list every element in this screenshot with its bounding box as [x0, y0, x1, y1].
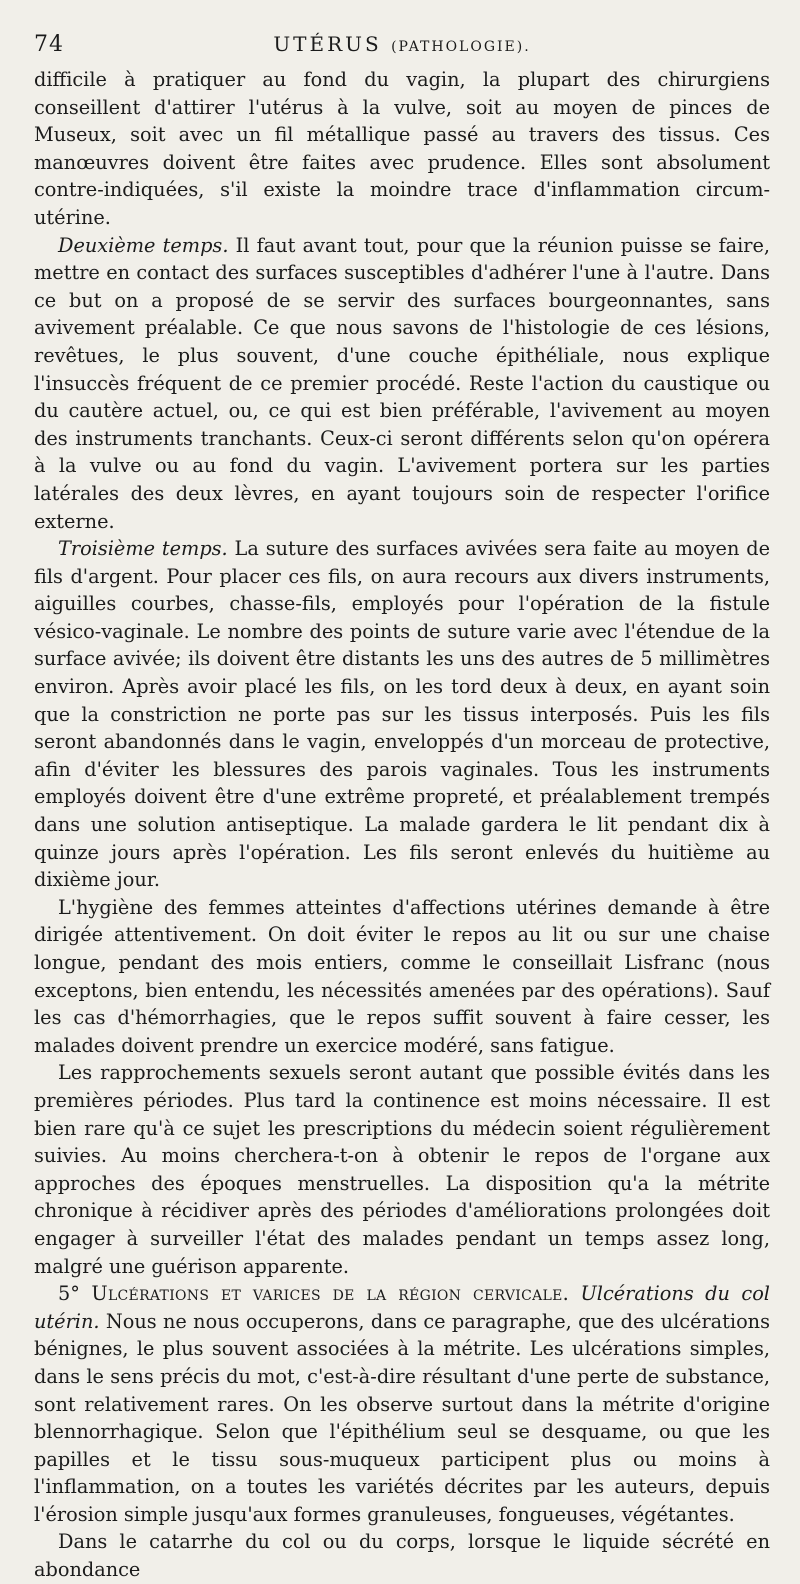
section-subheading: Ulcérations du col utérin. — [34, 1282, 770, 1333]
paragraph-text: L'hygiène des femmes atteintes d'affections utérines demande à être dirigée attentivement. On doit éviter le repos au lit ou sur une chaise longue, pendant des mois entiers, comme le conseillait Lisfranc (nous exceptons, bien entendu, les nécessités amenées par des opérations). Sauf les cas d'hémorrhagies, que le repos suffit souvent à faire cesser, les malades doivent prendre un exercice modéré, sans fatigue. — [34, 895, 770, 1057]
paragraph-hygiene — [34, 894, 770, 1060]
section-heading: Ulcérations et varices de la région cervicale. — [91, 1282, 570, 1306]
section-number: 5° — [58, 1282, 80, 1306]
paragraph-continuation — [34, 66, 770, 232]
paragraph-deuxieme-temps — [34, 232, 770, 536]
running-title-main: UTÉRUS — [273, 32, 382, 56]
paragraph-text: Il faut avant tout, pour que la réunion puisse se faire, mettre en contact des surfaces susceptibles d'adhérer l'une à l'autre. Dans ce but on a proposé de se servir des surfaces bourgeonnantes, sans avivement préalable. Ce que nous savons de l'histologie de ces lésions, revêtues, le plus souvent, d'une couche épithéliale, nous explique l'insuccès fréquent de ce premier procédé. Reste l'action du caustique ou du cautère actuel, ou, ce qui est bien préférable, l'avivement au moyen des instruments tranchants. Ceux-ci seront différents selon qu'on opérera à la vulve ou au fond du vagin. L'avivement portera sur les parties latérales des deux lèvres, en ayant toujours soin de respecter l'orifice externe. — [34, 233, 771, 533]
paragraph-text: La suture des surfaces avivées sera faite au moyen de fils d'argent. Pour placer ces fils, on aura recours aux divers instruments, aiguilles courbes, chasse-fils, employés pour l'opération de la fistule vésico-vaginale. Le nombre des points de suture varie avec l'étendue de la surface avivée; ils doivent être distants les uns des autres de 5 millimètres environ. Après avoir placé les fils, on les tord deux à deux, en ayant soin que la constriction ne porte pas sur les tissus interposés. Puis les fils seront abandonnés dans le vagin, enveloppés d'un morceau de protective, afin d'éviter les blessures des parois vaginales. Tous les instruments employés doivent être d'une extrême propreté, et préalablement trempés dans une solution antiseptique. La malade gardera le lit pendant dix à quinze jours après l'opération. Les fils seront enlevés du huitième au dixième jour. — [34, 537, 770, 892]
paragraph-troisieme-temps — [34, 535, 770, 894]
running-title-sub: (PATHOLOGIE). — [391, 39, 531, 55]
page-number: 74 — [34, 32, 64, 57]
running-title — [34, 32, 770, 56]
paragraph-lead: Deuxième temps. — [58, 233, 229, 257]
paragraph-rapprochements — [34, 1059, 770, 1280]
paragraph-text: Les rapprochements sexuels seront autant que possible évités dans les premières périodes. Plus tard la continence est moins nécessaire. Il est bien rare qu'à ce sujet les prescriptions du médecin soient régulièrement suivies. Au moins cherchera-t-on à obtenir le repos de l'organe aux approches des époques menstruelles. La disposition qu'a la métrite chronique à récidiver après des périodes d'améliorations prolongées doit engager à surveiller l'état des malades pendant un temps assez long, malgré une guérison apparente. — [34, 1061, 770, 1278]
paragraph-text: Dans le catarrhe du col ou du corps, lorsque le liquide sécrété en abondance — [34, 1530, 770, 1582]
paragraph-text: Nous ne nous occuperons, dans ce paragraphe, que des ulcérations bénignes, le plus souvent associées à la métrite. Les ulcérations simples, dans le sens précis du mot, c'est-à-dire résultant d'une perte de substance, sont relativement rares. On les observe surtout dans la métrite d'origine blennorrhagique. Selon que l'épithélium seul se desquame, ou que les papilles et le tissu sous-muqueux participent plus ou moins à l'inflammation, on a toutes les variétés décrites par les auteurs, depuis l'érosion simple jusqu'aux formes granuleuses, fongueuses, végétantes. — [34, 1309, 770, 1526]
paragraph-catarrhe — [34, 1528, 770, 1583]
paragraph-lead: Troisième temps. — [58, 537, 228, 561]
running-header — [34, 26, 770, 66]
paragraph-text: difficile à pratiquer au fond du vagin, la plupart des chirurgiens conseillent d'attirer l'utérus à la vulve, soit au moyen de pinces de Museux, soit avec un fil métallique passé au travers des tissus. Ces manœuvres doivent être faites avec prudence. Elles sont absolument contre-indiquées, s'il existe la moindre trace d'inflammation circum-utérine. — [34, 68, 770, 229]
section-ulcerations — [34, 1280, 770, 1528]
body-text — [34, 66, 770, 1584]
